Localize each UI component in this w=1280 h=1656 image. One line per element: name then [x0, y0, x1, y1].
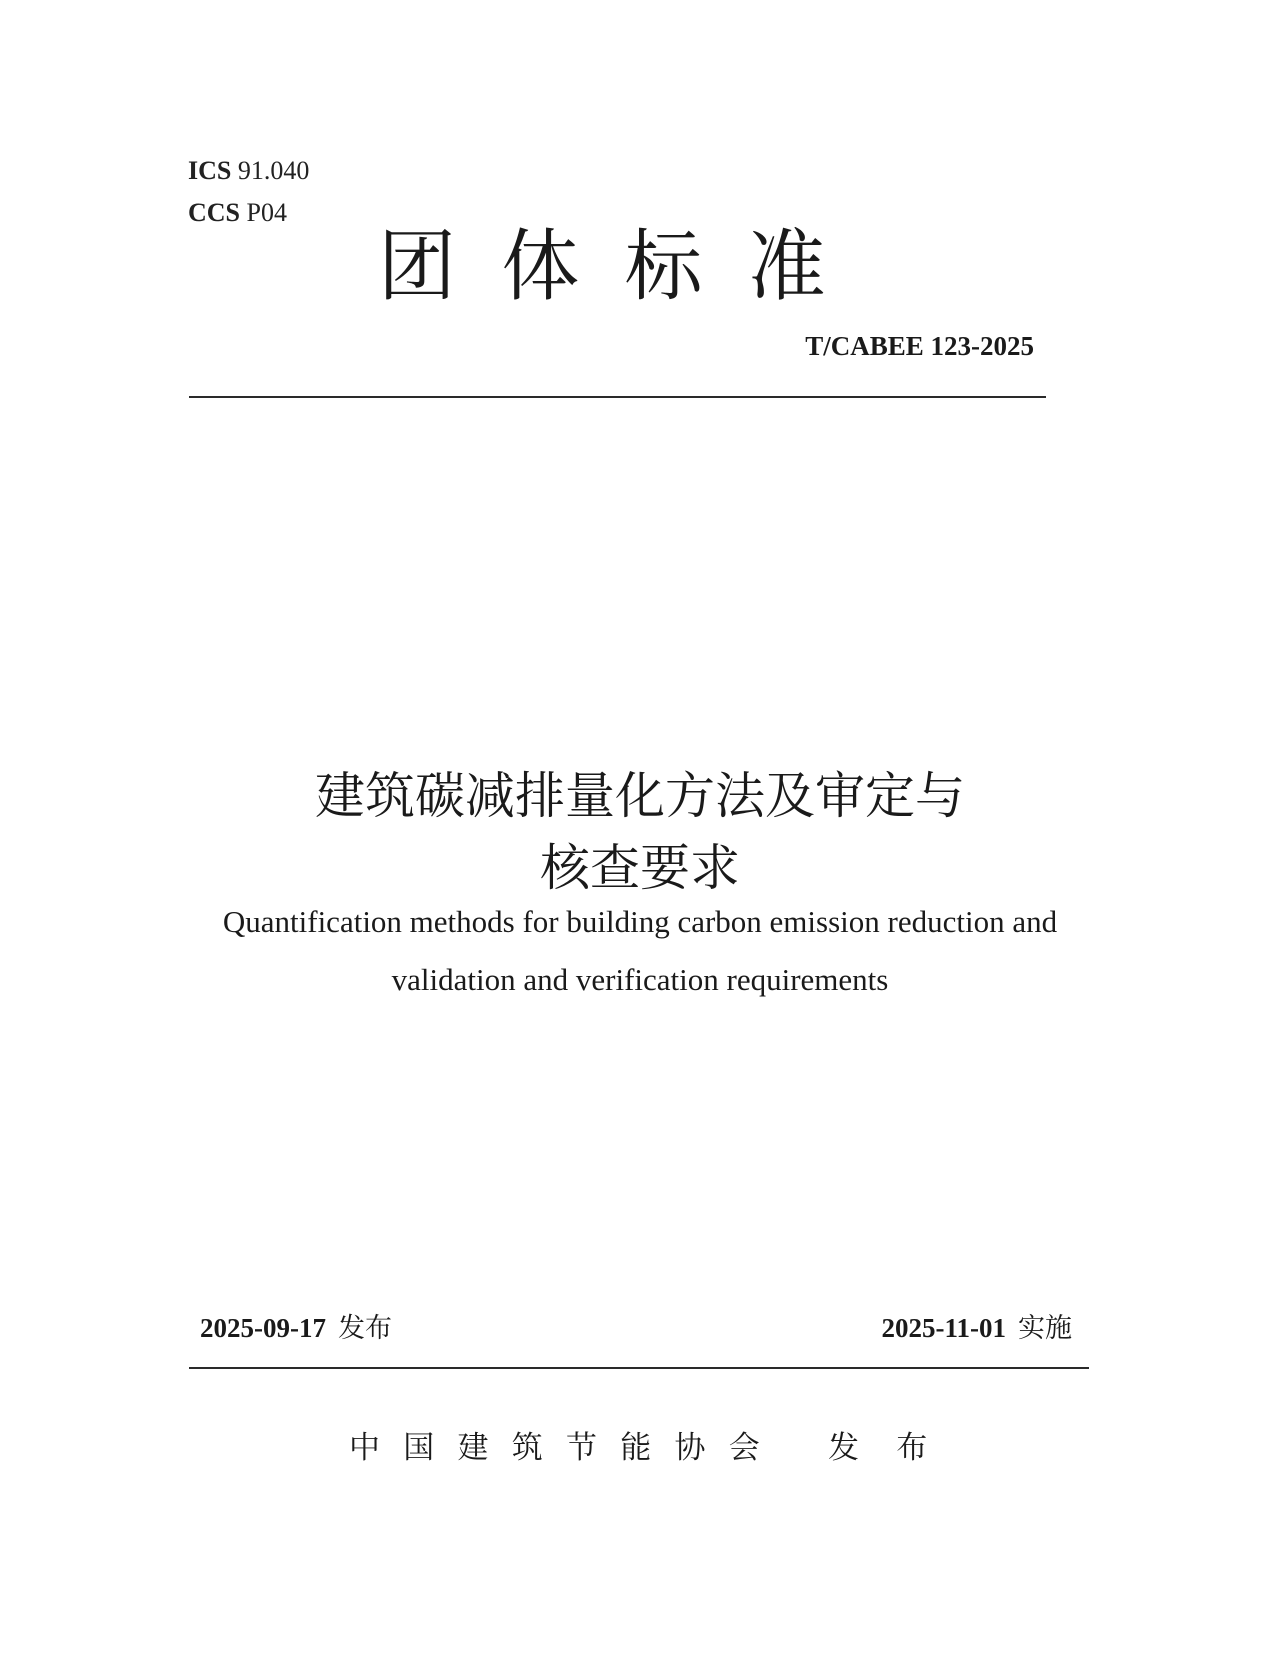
ccs-code [188, 198, 287, 228]
title-chinese-line-2: 核查要求 [540, 839, 740, 897]
bottom-divider [189, 1367, 1089, 1369]
implement-date: 2025-11-01 [881, 1313, 1006, 1343]
ics-label: ICS [188, 156, 232, 185]
implement-date-block [882, 1312, 1073, 1345]
ccs-label: CCS [188, 198, 241, 227]
standard-type-heading: 团体标准 [378, 222, 871, 312]
publish-date-block [200, 1312, 392, 1345]
title-english-line-2: validation and verification requirements [391, 962, 889, 997]
publish-date: 2025-09-17 [200, 1313, 326, 1343]
issuer-action: 发布 [828, 1430, 965, 1466]
ics-value: 91.040 [237, 156, 310, 185]
standard-code: T/CABEE 123-2025 [805, 331, 1034, 361]
top-divider [189, 396, 1046, 398]
ccs-value: P04 [246, 198, 287, 227]
ics-code [188, 156, 309, 186]
title-english-line-1: Quantification methods for building carbon emission reduction and [222, 904, 1058, 939]
implement-label: 实施 [1018, 1313, 1072, 1344]
title-chinese-line-1: 建筑碳减排量化方法及审定与 [315, 767, 965, 825]
issuer-name: 中国建筑节能协会 [349, 1430, 783, 1466]
publish-label: 发布 [337, 1313, 392, 1344]
